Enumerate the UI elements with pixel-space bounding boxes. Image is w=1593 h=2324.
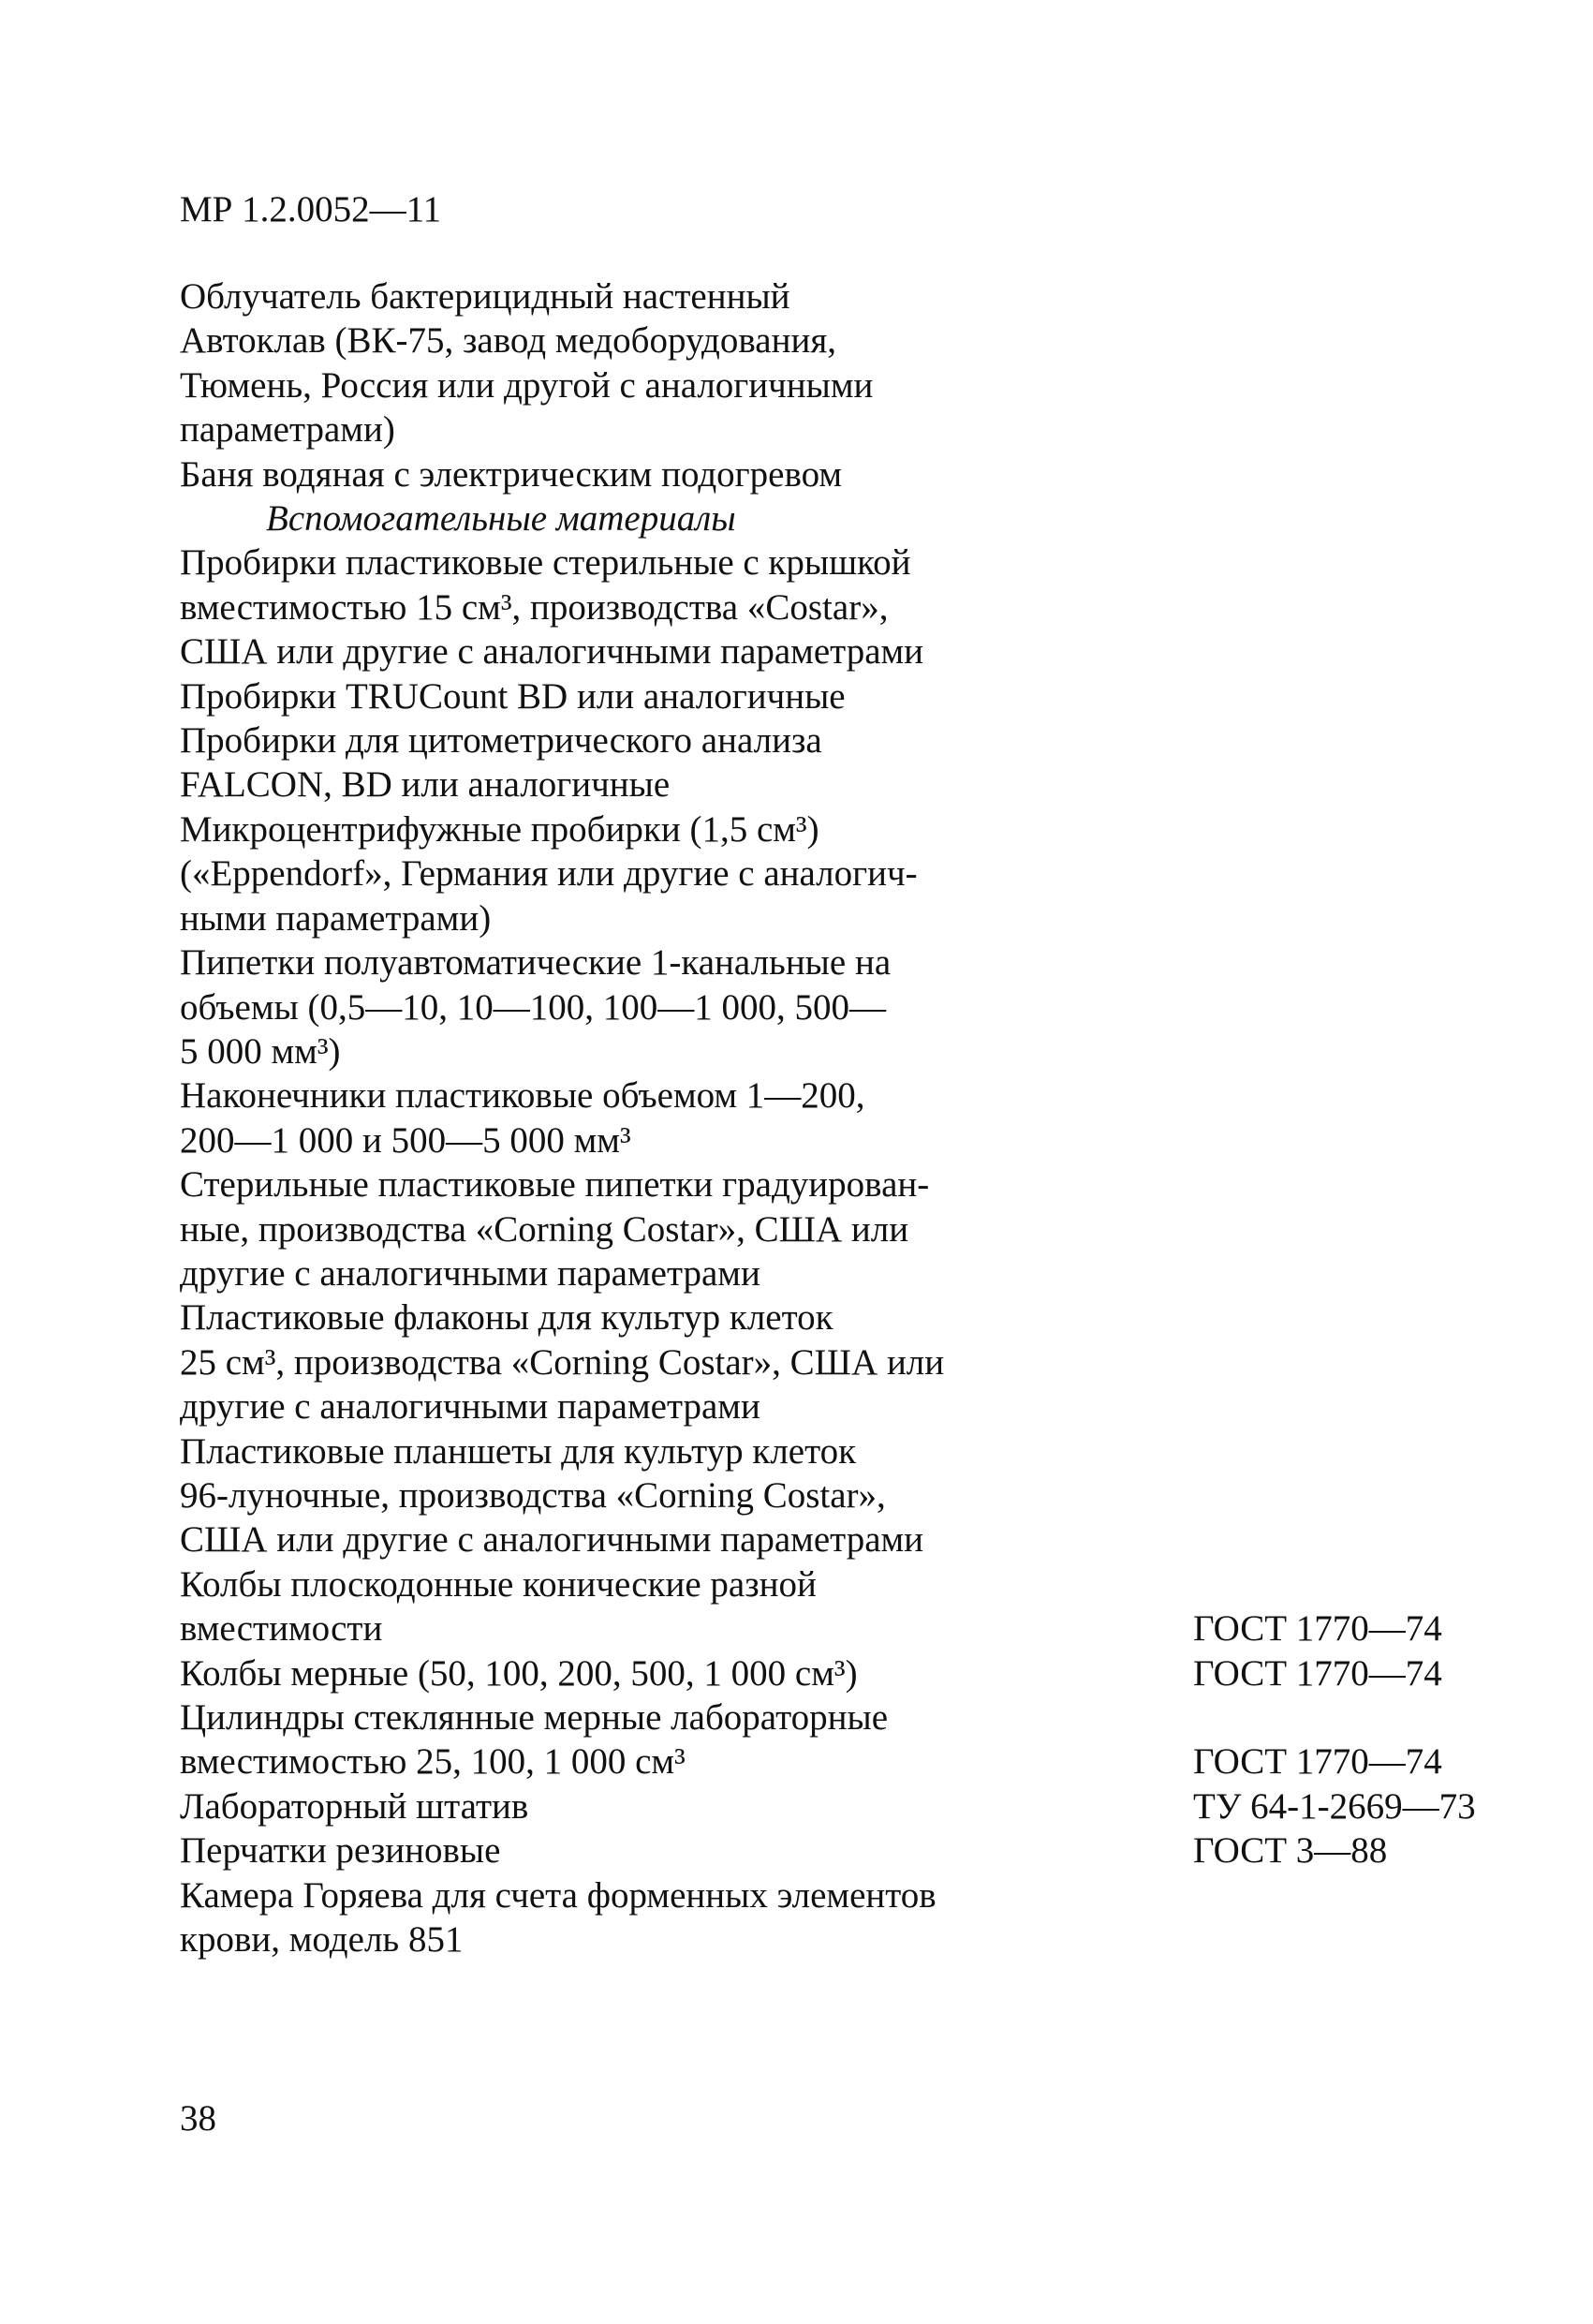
standard-reference: ГОСТ 3—88: [1193, 1830, 1388, 1872]
list-item: [180, 718, 1397, 807]
standard-reference: ГОСТ 1770—74: [1193, 1741, 1442, 1783]
list-item: [180, 1429, 1397, 1562]
item-description: [180, 1873, 1004, 1962]
item-line: («Eppendorf», Германия или другие с аналогич-: [180, 853, 918, 895]
standard-reference: ГОСТ 1770—74: [1193, 1608, 1442, 1650]
item-line: Облучатель бактерицидный настенный: [180, 276, 790, 317]
item-description: [180, 1562, 1004, 1651]
list-item: [180, 1651, 1442, 1695]
item-line: ными параметрами): [180, 897, 492, 939]
item-description: [180, 318, 1004, 451]
item-line: Камера Горяева для счета форменных элементов: [180, 1874, 937, 1916]
item-line: Пробирки для цитометрического анализа: [180, 720, 822, 762]
item-line: другие с аналогичными параметрами: [180, 1252, 760, 1294]
item-line: Колбы плоскодонные конические разной: [180, 1563, 817, 1605]
list-item: [180, 1828, 1397, 1873]
page-number: 38: [180, 2098, 216, 2139]
item-line: вместимостью 25, 100, 1 000 см³: [180, 1741, 686, 1783]
item-line: 25 см³, производства «Corning Costar», США или: [180, 1341, 945, 1383]
item-line: США или другие с аналогичными параметрами: [180, 1519, 924, 1561]
list-item: [180, 1162, 1397, 1295]
item-line: 5 000 мм³): [180, 1030, 341, 1072]
item-description: [180, 274, 1004, 318]
item-line: вместимостью 15 см³, производства «Costar»,: [180, 586, 889, 628]
item-description: [180, 1073, 1004, 1162]
list-item: [180, 940, 1397, 1073]
list-item: [180, 1295, 1397, 1428]
item-description: [180, 496, 1004, 540]
item-line: FALCON, BD или аналогичные: [180, 764, 671, 806]
list-item: [180, 1873, 1397, 1962]
item-line: вместимости: [180, 1608, 383, 1650]
item-description: [180, 807, 1004, 940]
item-line: параметрами): [180, 409, 395, 451]
list-item: [180, 674, 1397, 718]
item-line: Пробирки TRUCount BD или аналогичные: [180, 675, 846, 717]
item-line: 200—1 000 и 500—5 000 мм³: [180, 1119, 631, 1161]
equipment-list: [180, 274, 1476, 1961]
item-line: Наконечники пластиковые объемом 1—200,: [180, 1075, 865, 1117]
item-description: [180, 540, 1004, 674]
item-line: Пробирки пластиковые стерильные с крышкой: [180, 542, 911, 584]
item-description: [180, 718, 1004, 807]
item-description: [180, 674, 1004, 718]
item-line: Колбы мерные (50, 100, 200, 500, 1 000 см³): [180, 1652, 858, 1694]
item-line: ные, производства «Corning Costar», США или: [180, 1208, 909, 1250]
item-description: [180, 1651, 1004, 1695]
item-description: [180, 1695, 1004, 1784]
item-description: [180, 1784, 1004, 1828]
list-item: [180, 1562, 1442, 1651]
document-code-header: МР 1.2.0052—11: [180, 189, 442, 229]
item-line: Цилиндры стеклянные мерные лабораторные: [180, 1697, 889, 1738]
item-line: Лабораторный штатив: [180, 1785, 529, 1827]
item-line: США или другие с аналогичными параметрами: [180, 631, 924, 673]
standard-reference: ГОСТ 1770—74: [1193, 1652, 1442, 1694]
list-item: [180, 452, 1397, 496]
item-line: Пластиковые планшеты для культур клеток: [180, 1430, 857, 1472]
item-description: [180, 452, 1004, 496]
item-line: Пипетки полуавтоматические 1-канальные на: [180, 942, 892, 984]
item-line: Микроцентрифужные пробирки (1,5 см³): [180, 808, 819, 850]
list-item: [180, 807, 1397, 940]
list-item: [180, 274, 1397, 318]
item-line: Стерильные пластиковые пипетки градуирован-: [180, 1164, 930, 1206]
item-description: [180, 1162, 1004, 1295]
list-item: [180, 1784, 1476, 1828]
item-line: Перчатки резиновые: [180, 1830, 501, 1872]
item-line: объемы (0,5—10, 10—100, 100—1 000, 500—: [180, 986, 886, 1028]
section-heading-text: Вспомогательные материалы: [266, 498, 736, 540]
item-description: [180, 1429, 1004, 1562]
list-item: [180, 1695, 1442, 1784]
list-item: [180, 540, 1397, 674]
item-description: [180, 1828, 1004, 1873]
item-line: Пластиковые флаконы для культур клеток: [180, 1297, 833, 1339]
item-line: Автоклав (ВК-75, завод медоборудования,: [180, 320, 837, 362]
list-item: [180, 318, 1397, 451]
section-heading: [180, 496, 1397, 540]
standard-reference: ТУ 64-1-2669—73: [1193, 1785, 1476, 1827]
item-line: Баня водяная с электрическим подогревом: [180, 453, 843, 495]
item-description: [180, 940, 1004, 1073]
item-line: крови, модель 851: [180, 1919, 464, 1961]
item-line: Тюмень, Россия или другой с аналогичными: [180, 364, 874, 406]
item-line: другие с аналогичными параметрами: [180, 1386, 760, 1428]
item-line: 96-луночные, производства «Corning Costar»,: [180, 1474, 886, 1516]
item-description: [180, 1295, 1004, 1428]
list-item: [180, 1073, 1397, 1162]
